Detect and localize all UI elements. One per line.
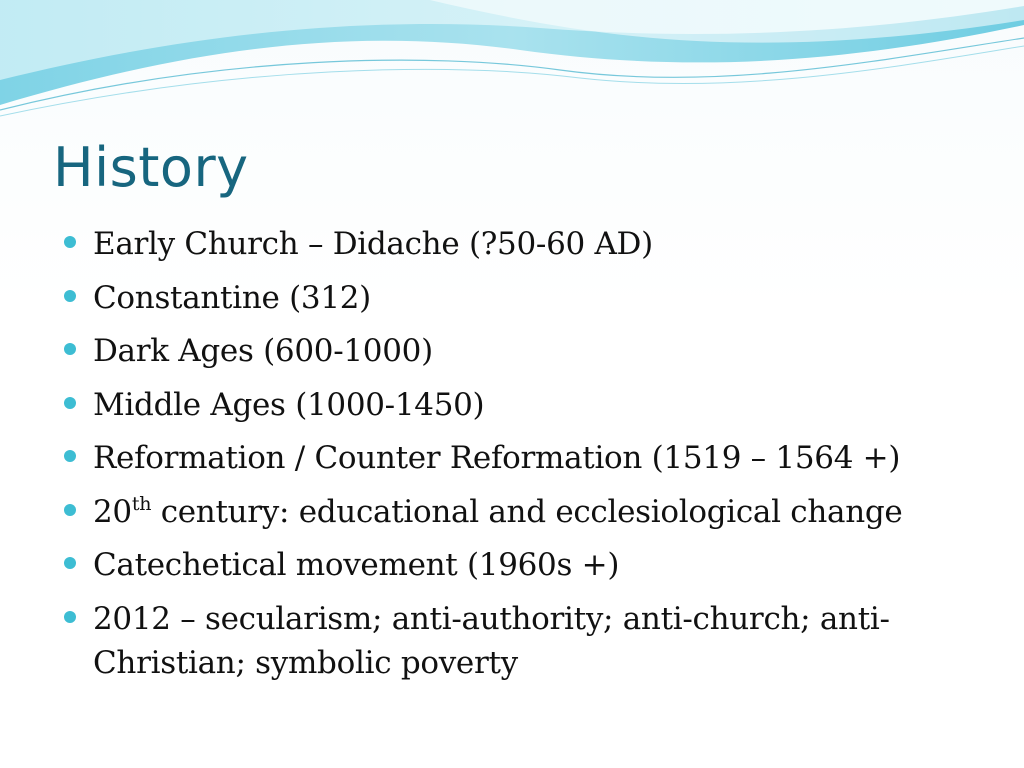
ordinal-suffix: th bbox=[131, 492, 152, 515]
bullet-item bbox=[64, 490, 964, 534]
bullet-dot-icon bbox=[64, 236, 76, 248]
bullet-item bbox=[64, 543, 964, 587]
bullet-text: Dark Ages (600-1000) bbox=[93, 333, 433, 369]
bullet-text: Reformation / Counter Reformation (1519 – 1564 +) bbox=[93, 440, 901, 476]
bullet-list bbox=[64, 222, 964, 694]
header-wave-decoration bbox=[0, 0, 1024, 130]
century-description: century: educational and ecclesiological change bbox=[151, 493, 903, 530]
bullet-dot-icon bbox=[64, 450, 76, 462]
bullet-dot-icon bbox=[64, 397, 76, 409]
bullet-text bbox=[93, 494, 902, 530]
bullet-item bbox=[64, 436, 964, 480]
slide-title: History bbox=[53, 136, 249, 199]
bullet-dot-icon bbox=[64, 557, 76, 569]
bullet-dot-icon bbox=[64, 504, 76, 516]
bullet-item bbox=[64, 222, 964, 266]
century-number: 20 bbox=[93, 493, 132, 530]
bullet-text: 2012 – secularism; anti-authority; anti-church; anti-Christian; symbolic poverty bbox=[93, 600, 890, 681]
bullet-item bbox=[64, 383, 964, 427]
bullet-dot-icon bbox=[64, 343, 76, 355]
bullet-dot-icon bbox=[64, 611, 76, 623]
bullet-item bbox=[64, 276, 964, 320]
bullet-dot-icon bbox=[64, 290, 76, 302]
bullet-item bbox=[64, 329, 964, 373]
bullet-text: Middle Ages (1000-1450) bbox=[93, 386, 485, 423]
bullet-text: Catechetical movement (1960s +) bbox=[93, 547, 620, 583]
bullet-text: Constantine (312) bbox=[93, 279, 371, 316]
bullet-text: Early Church – Didache (?50-60 AD) bbox=[93, 226, 653, 262]
bullet-item bbox=[64, 597, 964, 685]
